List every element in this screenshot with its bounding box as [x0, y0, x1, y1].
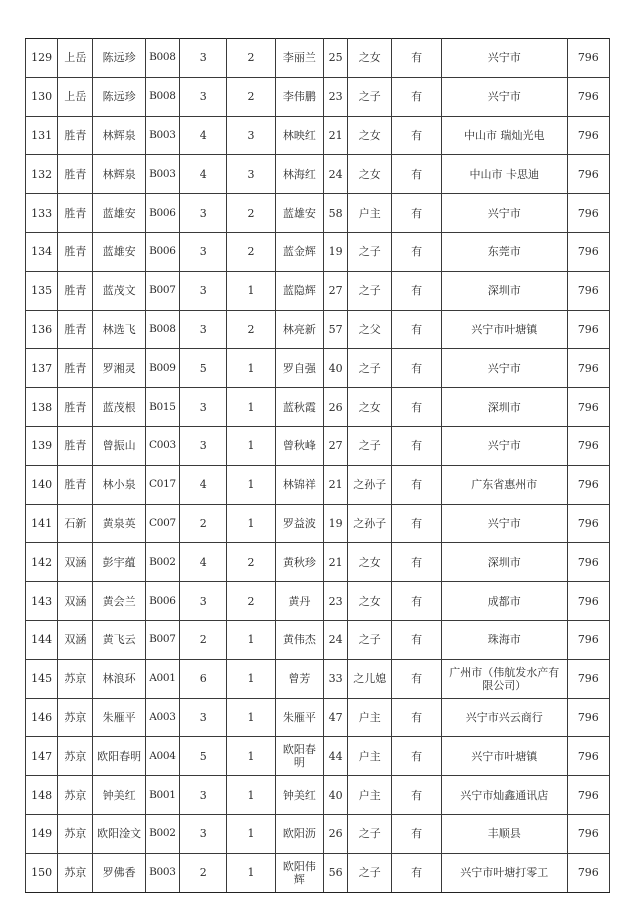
cell-code: C003 — [145, 426, 179, 465]
cell-age: 23 — [324, 582, 348, 621]
cell-code: B006 — [145, 582, 179, 621]
cell-householder: 欧阳春明 — [93, 737, 145, 776]
cell-number: 129 — [26, 39, 58, 78]
cell-relation: 之子 — [348, 853, 392, 892]
cell-relation: 之子 — [348, 814, 392, 853]
table-row — [26, 543, 610, 582]
cell-householder: 林小泉 — [93, 465, 145, 504]
table-row — [26, 349, 610, 388]
cell-relation: 之女 — [348, 116, 392, 155]
cell-householder: 蓝雄安 — [93, 194, 145, 233]
cell-workplace: 兴宁市 — [441, 504, 567, 543]
cell-status: 有 — [392, 659, 441, 698]
cell-workplace: 兴宁市 — [441, 426, 567, 465]
cell-village: 胜青 — [58, 349, 93, 388]
cell-age: 24 — [324, 620, 348, 659]
cell-number: 150 — [26, 853, 58, 892]
cell-workplace: 广东省惠州市 — [441, 465, 567, 504]
cell-labor-count: 1 — [227, 465, 275, 504]
cell-household-size: 3 — [180, 426, 227, 465]
cell-number: 138 — [26, 388, 58, 427]
cell-village: 胜青 — [58, 155, 93, 194]
cell-household-size: 6 — [180, 659, 227, 698]
table-row — [26, 310, 610, 349]
cell-workplace: 兴宁市灿鑫通讯店 — [441, 776, 567, 815]
cell-village: 胜青 — [58, 271, 93, 310]
cell-amount: 796 — [567, 155, 609, 194]
cell-householder: 林辉泉 — [93, 116, 145, 155]
roster-table — [25, 38, 610, 893]
cell-number: 136 — [26, 310, 58, 349]
cell-age: 19 — [324, 232, 348, 271]
cell-amount: 796 — [567, 232, 609, 271]
table-row — [26, 232, 610, 271]
cell-worker-name: 林映红 — [275, 116, 323, 155]
cell-amount: 796 — [567, 737, 609, 776]
cell-status: 有 — [392, 426, 441, 465]
cell-code: B008 — [145, 77, 179, 116]
roster-body — [26, 39, 610, 893]
cell-age: 25 — [324, 39, 348, 78]
cell-labor-count: 1 — [227, 620, 275, 659]
cell-village: 胜青 — [58, 232, 93, 271]
cell-relation: 之子 — [348, 232, 392, 271]
cell-status: 有 — [392, 776, 441, 815]
cell-householder: 彭宇蕴 — [93, 543, 145, 582]
cell-code: B003 — [145, 853, 179, 892]
cell-household-size: 2 — [180, 504, 227, 543]
table-row — [26, 39, 610, 78]
cell-household-size: 5 — [180, 737, 227, 776]
cell-code: B008 — [145, 310, 179, 349]
cell-worker-name: 蓝隐辉 — [275, 271, 323, 310]
cell-village: 双涵 — [58, 582, 93, 621]
cell-status: 有 — [392, 349, 441, 388]
cell-household-size: 3 — [180, 310, 227, 349]
cell-number: 134 — [26, 232, 58, 271]
cell-workplace: 深圳市 — [441, 271, 567, 310]
cell-worker-name: 林锦祥 — [275, 465, 323, 504]
cell-householder: 黄会兰 — [93, 582, 145, 621]
cell-status: 有 — [392, 582, 441, 621]
cell-relation: 之子 — [348, 426, 392, 465]
cell-workplace: 中山市 瑞灿光电 — [441, 116, 567, 155]
cell-workplace: 东莞市 — [441, 232, 567, 271]
table-row — [26, 116, 610, 155]
cell-householder: 曾振山 — [93, 426, 145, 465]
cell-number: 143 — [26, 582, 58, 621]
cell-workplace: 成都市 — [441, 582, 567, 621]
cell-worker-name: 李丽兰 — [275, 39, 323, 78]
cell-amount: 796 — [567, 853, 609, 892]
cell-labor-count: 1 — [227, 698, 275, 737]
cell-householder: 钟美红 — [93, 776, 145, 815]
cell-amount: 796 — [567, 582, 609, 621]
cell-age: 26 — [324, 814, 348, 853]
table-row — [26, 465, 610, 504]
cell-age: 26 — [324, 388, 348, 427]
cell-status: 有 — [392, 155, 441, 194]
cell-amount: 796 — [567, 310, 609, 349]
cell-age: 19 — [324, 504, 348, 543]
cell-householder: 罗佛香 — [93, 853, 145, 892]
cell-amount: 796 — [567, 39, 609, 78]
cell-household-size: 4 — [180, 465, 227, 504]
cell-householder: 罗湘灵 — [93, 349, 145, 388]
cell-workplace: 深圳市 — [441, 543, 567, 582]
cell-number: 142 — [26, 543, 58, 582]
cell-age: 57 — [324, 310, 348, 349]
cell-code: B008 — [145, 39, 179, 78]
cell-workplace: 丰顺县 — [441, 814, 567, 853]
cell-village: 苏京 — [58, 853, 93, 892]
table-row — [26, 582, 610, 621]
cell-amount: 796 — [567, 388, 609, 427]
cell-household-size: 3 — [180, 232, 227, 271]
cell-workplace: 兴宁市 — [441, 194, 567, 233]
cell-worker-name: 钟美红 — [275, 776, 323, 815]
cell-workplace: 广州市（伟航发水产有限公司） — [441, 659, 567, 698]
cell-labor-count: 3 — [227, 155, 275, 194]
cell-code: B003 — [145, 116, 179, 155]
cell-age: 24 — [324, 155, 348, 194]
cell-worker-name: 林亮新 — [275, 310, 323, 349]
cell-amount: 796 — [567, 543, 609, 582]
cell-worker-name: 黄丹 — [275, 582, 323, 621]
cell-household-size: 3 — [180, 814, 227, 853]
cell-code: A004 — [145, 737, 179, 776]
cell-status: 有 — [392, 853, 441, 892]
cell-worker-name: 欧阳伟辉 — [275, 853, 323, 892]
cell-household-size: 3 — [180, 698, 227, 737]
cell-age: 23 — [324, 77, 348, 116]
cell-workplace: 兴宁市 — [441, 39, 567, 78]
cell-status: 有 — [392, 116, 441, 155]
cell-amount: 796 — [567, 271, 609, 310]
cell-number: 137 — [26, 349, 58, 388]
cell-village: 胜青 — [58, 194, 93, 233]
cell-worker-name: 黄秋珍 — [275, 543, 323, 582]
cell-amount: 796 — [567, 659, 609, 698]
cell-amount: 796 — [567, 116, 609, 155]
table-row — [26, 504, 610, 543]
cell-worker-name: 李伟鹏 — [275, 77, 323, 116]
cell-village: 石新 — [58, 504, 93, 543]
cell-workplace: 中山市 卡思迪 — [441, 155, 567, 194]
table-row — [26, 77, 610, 116]
cell-householder: 林浪环 — [93, 659, 145, 698]
cell-amount: 796 — [567, 620, 609, 659]
cell-worker-name: 朱雁平 — [275, 698, 323, 737]
cell-amount: 796 — [567, 698, 609, 737]
cell-village: 苏京 — [58, 814, 93, 853]
table-row — [26, 194, 610, 233]
cell-workplace: 兴宁市兴云商行 — [441, 698, 567, 737]
cell-relation: 之孙子 — [348, 504, 392, 543]
cell-householder: 林辉泉 — [93, 155, 145, 194]
cell-number: 141 — [26, 504, 58, 543]
table-row — [26, 814, 610, 853]
cell-number: 146 — [26, 698, 58, 737]
cell-workplace: 兴宁市 — [441, 77, 567, 116]
cell-household-size: 3 — [180, 582, 227, 621]
cell-relation: 之女 — [348, 39, 392, 78]
cell-age: 40 — [324, 349, 348, 388]
cell-relation: 之子 — [348, 620, 392, 659]
cell-householder: 蓝茂根 — [93, 388, 145, 427]
cell-village: 双涵 — [58, 620, 93, 659]
cell-worker-name: 欧阳沥 — [275, 814, 323, 853]
cell-labor-count: 2 — [227, 582, 275, 621]
cell-amount: 796 — [567, 349, 609, 388]
cell-village: 胜青 — [58, 465, 93, 504]
cell-household-size: 4 — [180, 543, 227, 582]
cell-status: 有 — [392, 310, 441, 349]
cell-status: 有 — [392, 232, 441, 271]
cell-householder: 蓝雄安 — [93, 232, 145, 271]
cell-number: 139 — [26, 426, 58, 465]
cell-village: 苏京 — [58, 776, 93, 815]
table-row — [26, 776, 610, 815]
cell-householder: 蓝茂文 — [93, 271, 145, 310]
cell-code: B009 — [145, 349, 179, 388]
cell-relation: 之子 — [348, 77, 392, 116]
cell-household-size: 2 — [180, 620, 227, 659]
cell-worker-name: 欧阳春明 — [275, 737, 323, 776]
cell-labor-count: 2 — [227, 194, 275, 233]
cell-household-size: 3 — [180, 776, 227, 815]
cell-labor-count: 1 — [227, 776, 275, 815]
table-row — [26, 388, 610, 427]
cell-labor-count: 1 — [227, 853, 275, 892]
cell-labor-count: 1 — [227, 814, 275, 853]
cell-number: 147 — [26, 737, 58, 776]
cell-status: 有 — [392, 271, 441, 310]
table-row — [26, 426, 610, 465]
cell-householder: 黄飞云 — [93, 620, 145, 659]
cell-age: 47 — [324, 698, 348, 737]
cell-status: 有 — [392, 504, 441, 543]
cell-number: 131 — [26, 116, 58, 155]
cell-number: 145 — [26, 659, 58, 698]
cell-code: B002 — [145, 543, 179, 582]
cell-workplace: 兴宁市 — [441, 349, 567, 388]
cell-status: 有 — [392, 620, 441, 659]
cell-code: B006 — [145, 194, 179, 233]
table-row — [26, 271, 610, 310]
cell-labor-count: 1 — [227, 349, 275, 388]
cell-code: B007 — [145, 271, 179, 310]
cell-code: C007 — [145, 504, 179, 543]
cell-household-size: 5 — [180, 349, 227, 388]
cell-village: 胜青 — [58, 388, 93, 427]
cell-age: 21 — [324, 465, 348, 504]
cell-status: 有 — [392, 77, 441, 116]
table-row — [26, 853, 610, 892]
cell-village: 上岳 — [58, 39, 93, 78]
cell-status: 有 — [392, 698, 441, 737]
table-row — [26, 659, 610, 698]
cell-householder: 陈远珍 — [93, 39, 145, 78]
table-row — [26, 698, 610, 737]
cell-relation: 之女 — [348, 388, 392, 427]
cell-code: A001 — [145, 659, 179, 698]
cell-labor-count: 1 — [227, 388, 275, 427]
cell-householder: 朱雁平 — [93, 698, 145, 737]
cell-amount: 796 — [567, 426, 609, 465]
cell-status: 有 — [392, 814, 441, 853]
cell-status: 有 — [392, 194, 441, 233]
cell-code: B002 — [145, 814, 179, 853]
cell-age: 58 — [324, 194, 348, 233]
cell-village: 苏京 — [58, 698, 93, 737]
cell-relation: 户主 — [348, 194, 392, 233]
cell-village: 双涵 — [58, 543, 93, 582]
cell-village: 上岳 — [58, 77, 93, 116]
cell-worker-name: 蓝秋霞 — [275, 388, 323, 427]
cell-status: 有 — [392, 465, 441, 504]
cell-amount: 796 — [567, 814, 609, 853]
cell-household-size: 3 — [180, 388, 227, 427]
cell-workplace: 兴宁市叶塘打零工 — [441, 853, 567, 892]
cell-amount: 796 — [567, 465, 609, 504]
cell-labor-count: 3 — [227, 116, 275, 155]
cell-relation: 之孙子 — [348, 465, 392, 504]
cell-amount: 796 — [567, 194, 609, 233]
cell-age: 27 — [324, 271, 348, 310]
cell-workplace: 兴宁市叶塘镇 — [441, 310, 567, 349]
cell-household-size: 4 — [180, 116, 227, 155]
cell-number: 135 — [26, 271, 58, 310]
cell-code: B006 — [145, 232, 179, 271]
cell-age: 21 — [324, 116, 348, 155]
cell-village: 苏京 — [58, 737, 93, 776]
cell-worker-name: 蓝雄安 — [275, 194, 323, 233]
cell-code: B003 — [145, 155, 179, 194]
cell-labor-count: 2 — [227, 543, 275, 582]
cell-status: 有 — [392, 543, 441, 582]
cell-labor-count: 2 — [227, 232, 275, 271]
cell-relation: 户主 — [348, 776, 392, 815]
cell-relation: 户主 — [348, 698, 392, 737]
cell-status: 有 — [392, 39, 441, 78]
cell-workplace: 珠海市 — [441, 620, 567, 659]
cell-village: 胜青 — [58, 116, 93, 155]
cell-worker-name: 曾秋峰 — [275, 426, 323, 465]
cell-village: 胜青 — [58, 426, 93, 465]
cell-labor-count: 2 — [227, 39, 275, 78]
cell-village: 胜青 — [58, 310, 93, 349]
cell-age: 21 — [324, 543, 348, 582]
cell-relation: 之父 — [348, 310, 392, 349]
cell-age: 40 — [324, 776, 348, 815]
cell-number: 140 — [26, 465, 58, 504]
cell-code: B007 — [145, 620, 179, 659]
cell-workplace: 兴宁市叶塘镇 — [441, 737, 567, 776]
cell-age: 56 — [324, 853, 348, 892]
cell-labor-count: 1 — [227, 737, 275, 776]
cell-age: 27 — [324, 426, 348, 465]
cell-worker-name: 罗自强 — [275, 349, 323, 388]
cell-householder: 林选飞 — [93, 310, 145, 349]
cell-status: 有 — [392, 388, 441, 427]
cell-household-size: 4 — [180, 155, 227, 194]
cell-amount: 796 — [567, 776, 609, 815]
cell-amount: 796 — [567, 77, 609, 116]
cell-relation: 户主 — [348, 737, 392, 776]
cell-worker-name: 蓝金辉 — [275, 232, 323, 271]
cell-worker-name: 林海红 — [275, 155, 323, 194]
cell-householder: 欧阳淦文 — [93, 814, 145, 853]
cell-number: 144 — [26, 620, 58, 659]
cell-status: 有 — [392, 737, 441, 776]
cell-code: B001 — [145, 776, 179, 815]
cell-labor-count: 1 — [227, 426, 275, 465]
cell-number: 132 — [26, 155, 58, 194]
cell-code: B015 — [145, 388, 179, 427]
cell-number: 133 — [26, 194, 58, 233]
cell-age: 44 — [324, 737, 348, 776]
cell-age: 33 — [324, 659, 348, 698]
table-row — [26, 737, 610, 776]
cell-household-size: 3 — [180, 39, 227, 78]
cell-householder: 黄泉英 — [93, 504, 145, 543]
cell-relation: 之女 — [348, 582, 392, 621]
cell-worker-name: 罗益波 — [275, 504, 323, 543]
cell-amount: 796 — [567, 504, 609, 543]
cell-labor-count: 2 — [227, 310, 275, 349]
cell-labor-count: 2 — [227, 77, 275, 116]
cell-labor-count: 1 — [227, 504, 275, 543]
cell-number: 130 — [26, 77, 58, 116]
cell-labor-count: 1 — [227, 659, 275, 698]
cell-household-size: 3 — [180, 271, 227, 310]
cell-relation: 之女 — [348, 543, 392, 582]
cell-household-size: 3 — [180, 194, 227, 233]
cell-code: A003 — [145, 698, 179, 737]
cell-number: 148 — [26, 776, 58, 815]
cell-relation: 之子 — [348, 271, 392, 310]
cell-code: C017 — [145, 465, 179, 504]
cell-worker-name: 黄伟杰 — [275, 620, 323, 659]
cell-worker-name: 曾芳 — [275, 659, 323, 698]
table-row — [26, 155, 610, 194]
cell-household-size: 3 — [180, 77, 227, 116]
cell-village: 苏京 — [58, 659, 93, 698]
cell-relation: 之女 — [348, 155, 392, 194]
cell-household-size: 2 — [180, 853, 227, 892]
cell-relation: 之子 — [348, 349, 392, 388]
cell-number: 149 — [26, 814, 58, 853]
cell-workplace: 深圳市 — [441, 388, 567, 427]
cell-labor-count: 1 — [227, 271, 275, 310]
cell-relation: 之儿媳 — [348, 659, 392, 698]
cell-householder: 陈远珍 — [93, 77, 145, 116]
table-row — [26, 620, 610, 659]
